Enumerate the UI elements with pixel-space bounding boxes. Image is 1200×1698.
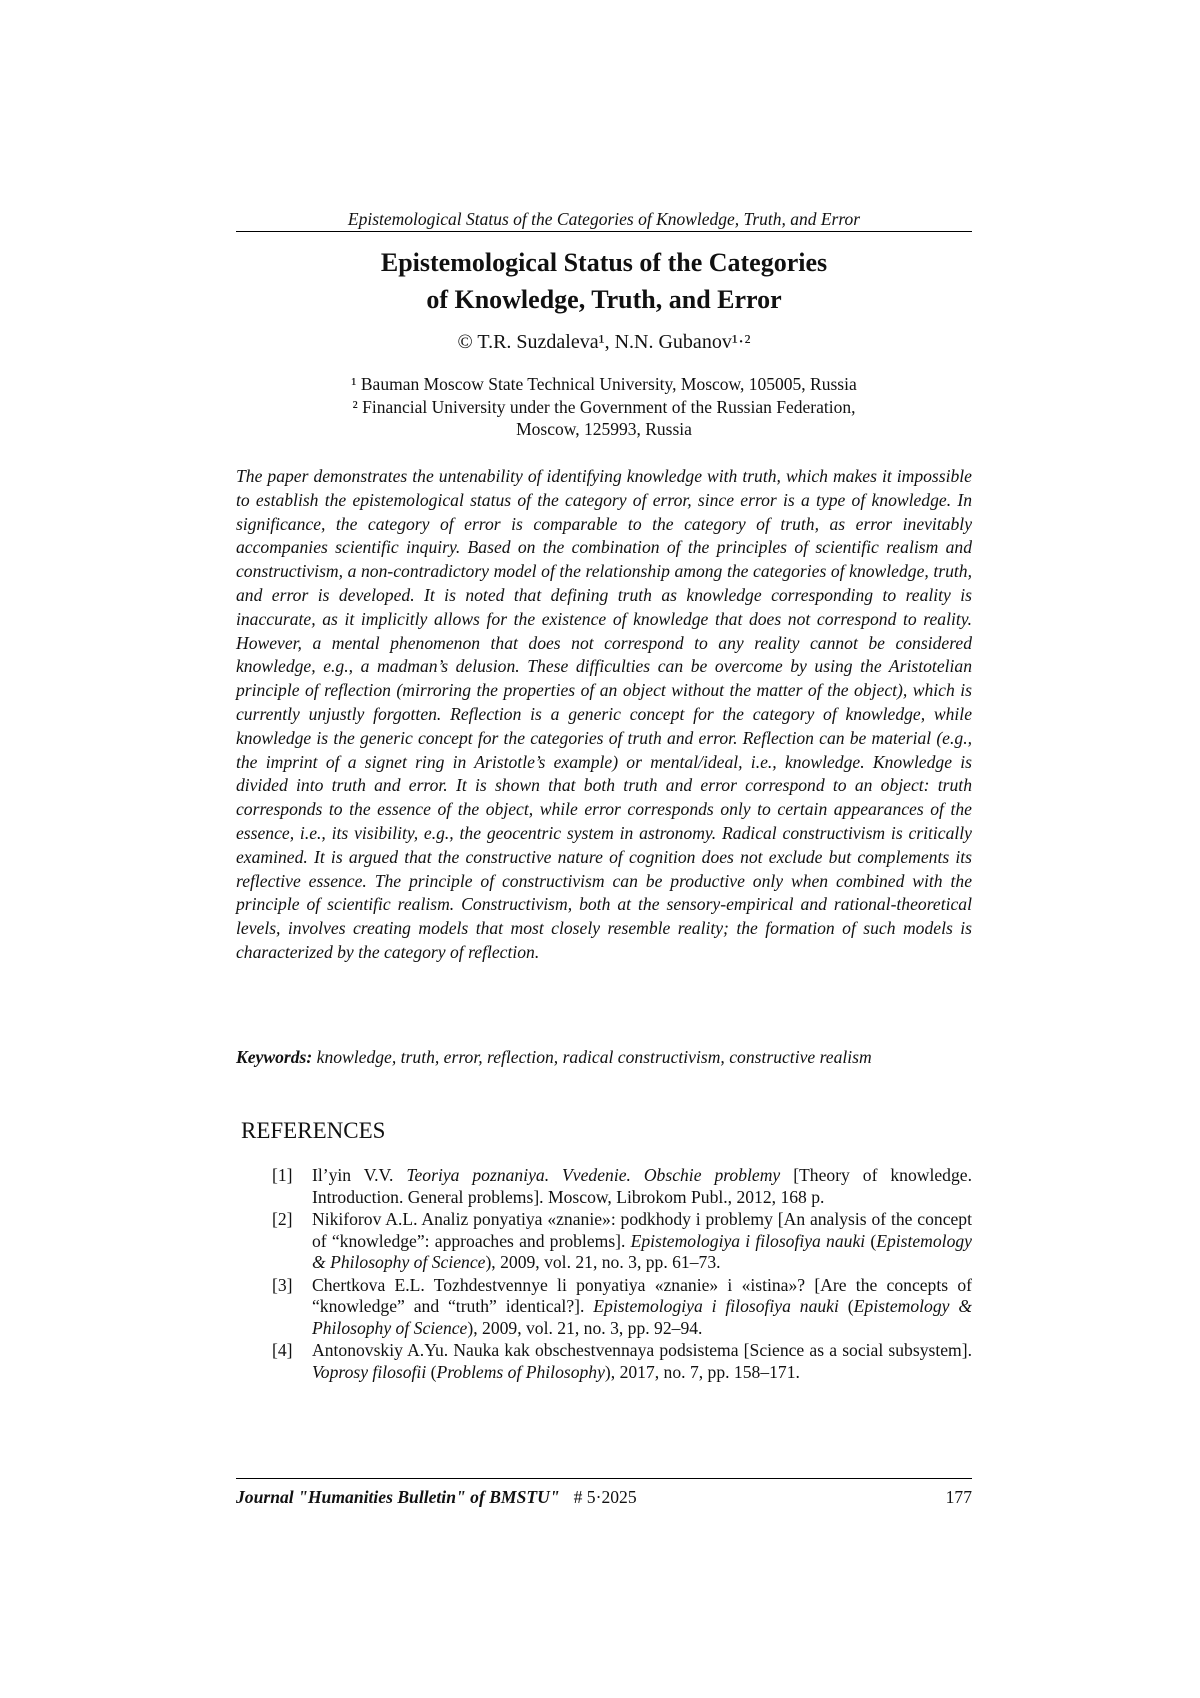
- affiliation-2-line-1: ² Financial University under the Government of the Russian Federation,: [352, 396, 856, 417]
- reference-number: [4]: [272, 1340, 293, 1360]
- keywords: [236, 1046, 972, 1070]
- reference-item: [2] Nikiforov A.L. Analiz ponyatiya «znanie»: podkhody i problemy [An analysis of the concept of “knowledge”: approaches and problems]. Epistemologiya i filosofiya nauki (Epistemology & Philosophy of Science), 2009, vol. 21, no. 3, pp. 61–73.: [272, 1209, 972, 1272]
- references-heading: REFERENCES: [241, 1118, 386, 1143]
- authors: © T.R. Suzdaleva¹, N.N. Gubanov¹·²: [457, 331, 751, 353]
- keywords-text: knowledge, truth, error, reflection, radical constructivism, constructive realism: [312, 1047, 872, 1067]
- reference-item: [4] Antonovskiy A.Yu. Nauka kak obschestvennaya podsistema [Science as a social subsystem]. Voprosy filosofii (Problems of Philosophy), 2017, no. 7, pp. 158–171.: [272, 1340, 972, 1382]
- abstract: The paper demonstrates the untenability of identifying knowledge with truth, which makes it impossible to establish the epistemological status of the category of error, since error is a type of knowledge. In significance, the category of error is comparable to the category of truth, as error inevitably accompanies scientific inquiry. Based on the combination of the principles of scientific realism and constructivism, a non-contradictory model of the relationship among the categories of knowledge, truth, and error is developed. It is noted that defining truth as knowledge corresponding to reality is inaccurate, as it implicitly allows for the existence of knowledge that does not correspond to reality. However, a mental phenomenon that does not correspond to any reality cannot be considered knowledge, e.g., a madman’s delusion. These difficulties can be overcome by using the Aristotelian principle of reflection (mirroring the properties of an object without the matter of the object), which is currently unjustly forgotten. Reflection is a generic concept for the category of knowledge, while knowledge is the generic concept for the categories of truth and error. Reflection can be material (e.g., the imprint of a signet ring in Aristotle’s example) or mental/ideal, i.e., knowledge. Knowledge is divided into truth and error. It is shown that both truth and error correspond to an object: truth corresponds to the essence of the object, while error corresponds only to certain appearances of the essence, i.e., its visibility, e.g., the geocentric system in astronomy. Radical constructivism is critically examined. It is argued that the constructive nature of cognition does not exclude but complements its reflective essence. The principle of constructivism can be productive only when combined with the principle of scientific realism. Constructivism, both at the sensory-empirical and rational-theoretical levels, involves creating models that most closely resemble reality; the formation of such models is characterized by the category of reflection.: [236, 466, 972, 962]
- title-line-2: of Knowledge, Truth, and Error: [426, 285, 782, 314]
- page-number: 177: [945, 1487, 972, 1507]
- affiliation-1: ¹ Bauman Moscow State Technical University, Moscow, 105005, Russia: [351, 374, 857, 394]
- references-list: [272, 1165, 972, 1384]
- title-line-1: Epistemological Status of the Categories: [380, 248, 828, 277]
- header-rule: [236, 231, 972, 232]
- footer-journal: Journal "Humanities Bulletin" of BMSTU": [236, 1487, 560, 1507]
- keywords-label: Keywords:: [236, 1047, 313, 1067]
- reference-item: [3] Chertkova E.L. Tozhdestvennye li ponyatiya «znanie» i «istina»? [Are the concepts of “knowledge” and “truth” identical?]. Epistemologiya i filosofiya nauki (Epistemology & Philosophy of Science), 2009, vol. 21, no. 3, pp. 92–94.: [272, 1274, 973, 1338]
- footer-issue: # 5·2025: [573, 1487, 637, 1507]
- affiliation-2-line-2: Moscow, 125993, Russia: [516, 419, 692, 439]
- running-head: Epistemological Status of the Categories of Knowledge, Truth, and Error: [347, 209, 861, 229]
- reference-number: [2]: [272, 1209, 293, 1229]
- reference-number: [1]: [272, 1165, 293, 1185]
- reference-item: [1] Il’yin V.V. Teoriya poznaniya. Vvedenie. Obschie problemy [Theory of knowledge. Introduction. General problems]. Moscow, Librokom Publ., 2012, 168 p.: [272, 1165, 972, 1207]
- footer-rule: [236, 1478, 972, 1479]
- affiliations: [236, 373, 972, 441]
- reference-number: [3]: [272, 1274, 293, 1295]
- page-footer: [236, 1486, 972, 1508]
- paper-title: [236, 244, 972, 318]
